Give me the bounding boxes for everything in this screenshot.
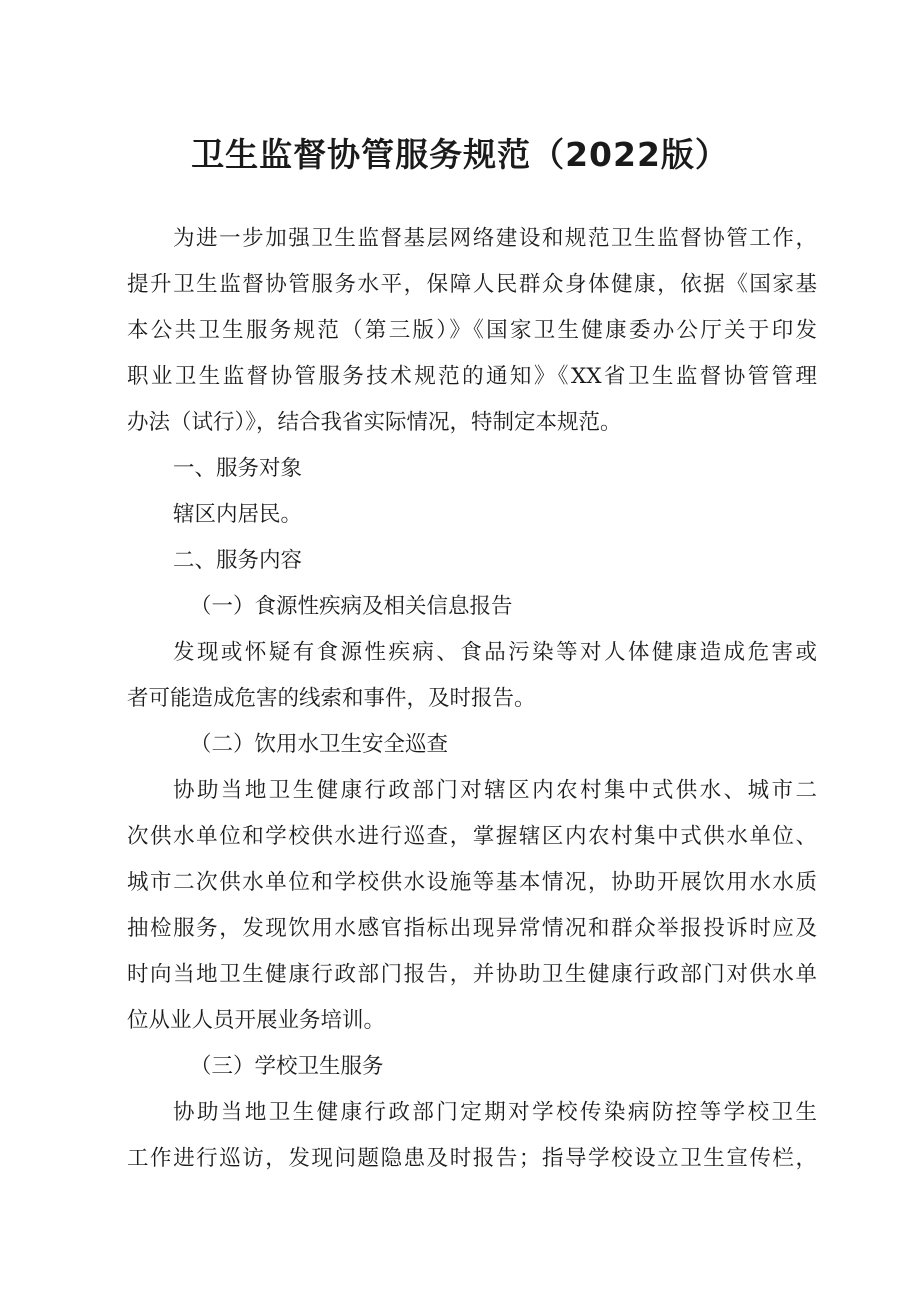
body-line: 职业卫生监督协管服务技术规范的通知》《XX省卫生监督协管管理 — [127, 364, 817, 389]
body-line: 工作进行巡访，发现问题隐患及时报告；指导学校设立卫生宣传栏， — [127, 1146, 817, 1171]
body-line: 次供水单位和学校供水进行巡查，掌握辖区内农村集中式供水单位、 — [127, 824, 817, 849]
body-line: 提升卫生监督协管服务水平，保障人民群众身体健康，依据《国家基 — [127, 272, 817, 297]
body-line: 发现或怀疑有食源性疾病、食品污染等对人体健康造成危害或 — [173, 640, 817, 665]
subsection-heading: （三）学校卫生服务 — [190, 1054, 384, 1079]
body-line: 本公共卫生服务规范（第三版）》《国家卫生健康委办公厅关于印发 — [127, 318, 817, 343]
body-line: 位从业人员开展业务培训。 — [127, 1008, 386, 1033]
body-line: 城市二次供水单位和学校供水设施等基本情况，协助开展饮用水水质 — [127, 870, 817, 895]
section-heading: 二、服务内容 — [173, 548, 303, 573]
body-line: 办法（试行）》，结合我省实际情况，特制定本规范。 — [127, 410, 622, 435]
body-line: 为进一步加强卫生监督基层网络建设和规范卫生监督协管工作， — [173, 226, 817, 251]
subsection-heading: （一）食源性疾病及相关信息报告 — [190, 594, 513, 619]
body-line: 协助当地卫生健康行政部门对辖区内农村集中式供水、城市二 — [173, 778, 817, 803]
document-title: 卫生监督协管服务规范（2022版） — [191, 135, 729, 174]
subsection-heading: （二）饮用水卫生安全巡查 — [190, 732, 449, 757]
section-heading: 一、服务对象 — [173, 456, 303, 481]
body-line: 辖区内居民。 — [173, 502, 303, 527]
body-line: 协助当地卫生健康行政部门定期对学校传染病防控等学校卫生 — [173, 1100, 817, 1125]
body-line: 时向当地卫生健康行政部门报告，并协助卫生健康行政部门对供水单 — [127, 962, 817, 987]
body-line: 抽检服务，发现饮用水感官指标出现异常情况和群众举报投诉时应及 — [127, 916, 817, 941]
body-line: 者可能造成危害的线索和事件，及时报告。 — [127, 686, 536, 711]
